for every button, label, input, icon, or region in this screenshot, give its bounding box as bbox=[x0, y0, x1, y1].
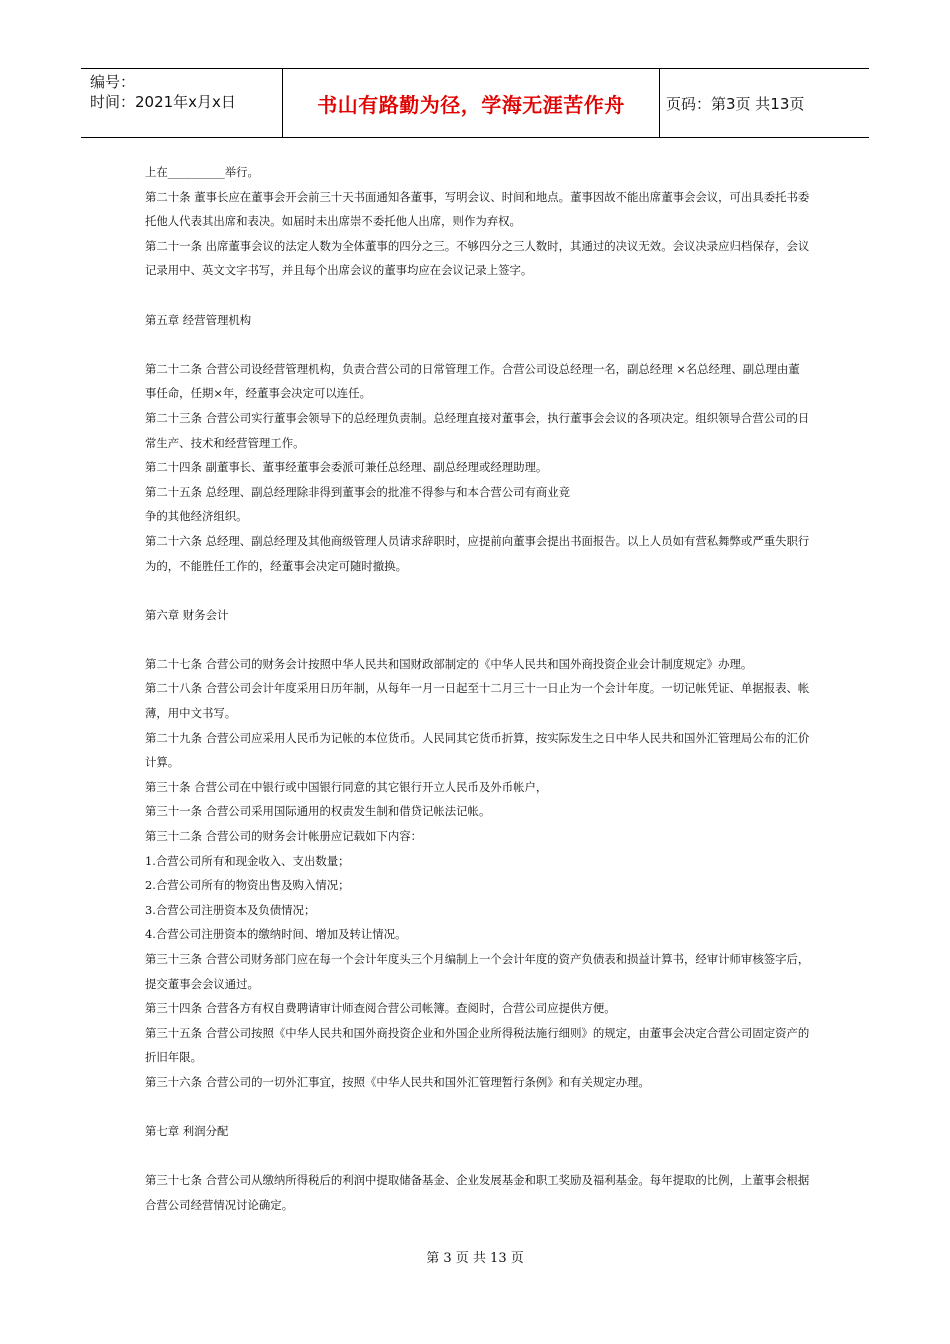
paragraph: 第三十四条 合营各方有权自费聘请审计师查阅合营公司帐簿。查阅时，合营公司应提供方便。 bbox=[145, 1001, 616, 1016]
paragraph: 第三十条 合营公司在中银行或中国银行同意的其它银行开立人民币及外币帐户， bbox=[145, 779, 548, 794]
header-motto: 书山有路勤为径，学海无涯苦作舟 bbox=[283, 69, 660, 137]
paragraph: 第二十三条 合营公司实行董事会领导下的总经理负责制。总经理直接对董事会，执行董事会会议的各项决定。组织领导合营公司的日常生产、技术和经营管理工作。 bbox=[145, 410, 810, 450]
paragraph: 第二十条 董事长应在董事会开会前三十天书面通知各董事，写明会议、时间和地点。董事因故不能出席董事会会议，可出具委托书委托他人代表其出席和表决。如届时未出席崇不委托他人出席，则作为弃权。 bbox=[145, 189, 810, 229]
paragraph: 争的其他经济组织。 bbox=[145, 509, 248, 524]
blank-line bbox=[145, 332, 810, 357]
time-label: 时间：2021年x月x日 bbox=[90, 93, 236, 111]
blank-line bbox=[145, 283, 810, 308]
header-page-label: 页码：第3页 共13页 bbox=[666, 94, 805, 113]
paragraph: 第三十一条 合营公司采用国际通用的权责发生制和借贷记帐法记帐。 bbox=[145, 804, 491, 819]
blank-line bbox=[145, 1095, 810, 1120]
blank-line bbox=[145, 627, 810, 652]
paragraph: 第二十四条 副董事长、董事经董事会委派可兼任总经理、副总经理或经理助理。 bbox=[145, 460, 548, 475]
document-body bbox=[145, 160, 810, 1218]
paragraph: 第二十五条 总经理、副总经理除非得到董事会的批准不得参与和本合营公司有商业竞 bbox=[145, 484, 571, 499]
header-meta bbox=[81, 69, 283, 137]
paragraph: 第三十七条 合营公司从缴纳所得税后的利润中提取储备基金、企业发展基金和职工奖励及福利基金。每年提取的比例，上董事会根据合营公司经营情况讨论确定。 bbox=[145, 1173, 810, 1212]
paragraph: 第二十六条 总经理、副总经理及其他商级管理人员请求辞职时，应提前向董事会提出书面报告。以上人员如有营私舞弊或严重失职行为的，不能胜任工作的，经董事会决定可随时撤换。 bbox=[145, 533, 810, 573]
paragraph: 第二十九条 合营公司应采用人民币为记帐的本位货币。人民同其它货币折算，按实际发生之日中华人民共和国外汇管理局公布的汇价计算。 bbox=[145, 730, 810, 770]
chapter-heading: 第七章 利润分配 bbox=[145, 1124, 229, 1139]
paragraph: 3.合营公司注册资本及负债情况； bbox=[145, 902, 316, 917]
paragraph: 2.合营公司所有的物资出售及购入情况； bbox=[145, 878, 350, 893]
paragraph: 第二十七条 合营公司的财务会计按照中华人民共和国财政部制定的《中华人民共和国外商投资企业会计制度规定》办理。 bbox=[145, 656, 753, 671]
paragraph: 上在__________举行。 bbox=[145, 165, 259, 179]
page-footer: 第 3 页 共 13 页 bbox=[426, 1251, 524, 1266]
blank-line bbox=[145, 1144, 810, 1169]
paragraph: 1.合营公司所有和现金收入、支出数量； bbox=[145, 853, 350, 868]
paragraph: 第三十二条 合营公司的财务会计帐册应记载如下内容： bbox=[145, 829, 422, 844]
paragraph: 第二十二条 合营公司设经营管理机构，负责合营公司的日常管理工作。合营公司设总经理一名，副总经理 ×名总经理、副总理由董事任命，任期×年，经董事会决定可以连任。 bbox=[145, 361, 800, 401]
paragraph: 4.合营公司注册资本的缴纳时间、增加及转让情况。 bbox=[145, 927, 407, 942]
number-label: 编号： bbox=[90, 73, 136, 91]
page-header bbox=[81, 68, 869, 138]
paragraph: 第三十三条 合营公司财务部门应在每一个会计年度头三个月编制上一个会计年度的资产负债表和损益计算书，经审计师审核签字后，提交董事会会议通过。 bbox=[145, 952, 810, 991]
chapter-heading: 第五章 经营管理机构 bbox=[145, 312, 252, 327]
paragraph: 第三十五条 合营公司按照《中华人民共和国外商投资企业和外国企业所得税法施行细则》的规定，由董事会决定合营公司固定资产的折旧年限。 bbox=[145, 1025, 810, 1065]
paragraph: 第二十一条 出席董事会议的法定人数为全体董事的四分之三。不够四分之三人数时，其通过的决议无效。会议决录应归档保存，会议记录用中、英文文字书写，并且每个出席会议的董事均应在会议记录上签字。 bbox=[145, 238, 810, 278]
paragraph: 第三十六条 合营公司的一切外汇事宜，按照《中华人民共和国外汇管理暂行条例》和有关规定办理。 bbox=[145, 1074, 650, 1089]
paragraph: 第二十八条 合营公司会计年度采用日历年制，从每年一月一日起至十二月三十一日止为一个会计年度。一切记帐凭证、单据报表、帐薄，用中文书写。 bbox=[145, 681, 810, 721]
blank-line bbox=[145, 578, 810, 603]
chapter-heading: 第六章 财务会计 bbox=[145, 607, 229, 622]
